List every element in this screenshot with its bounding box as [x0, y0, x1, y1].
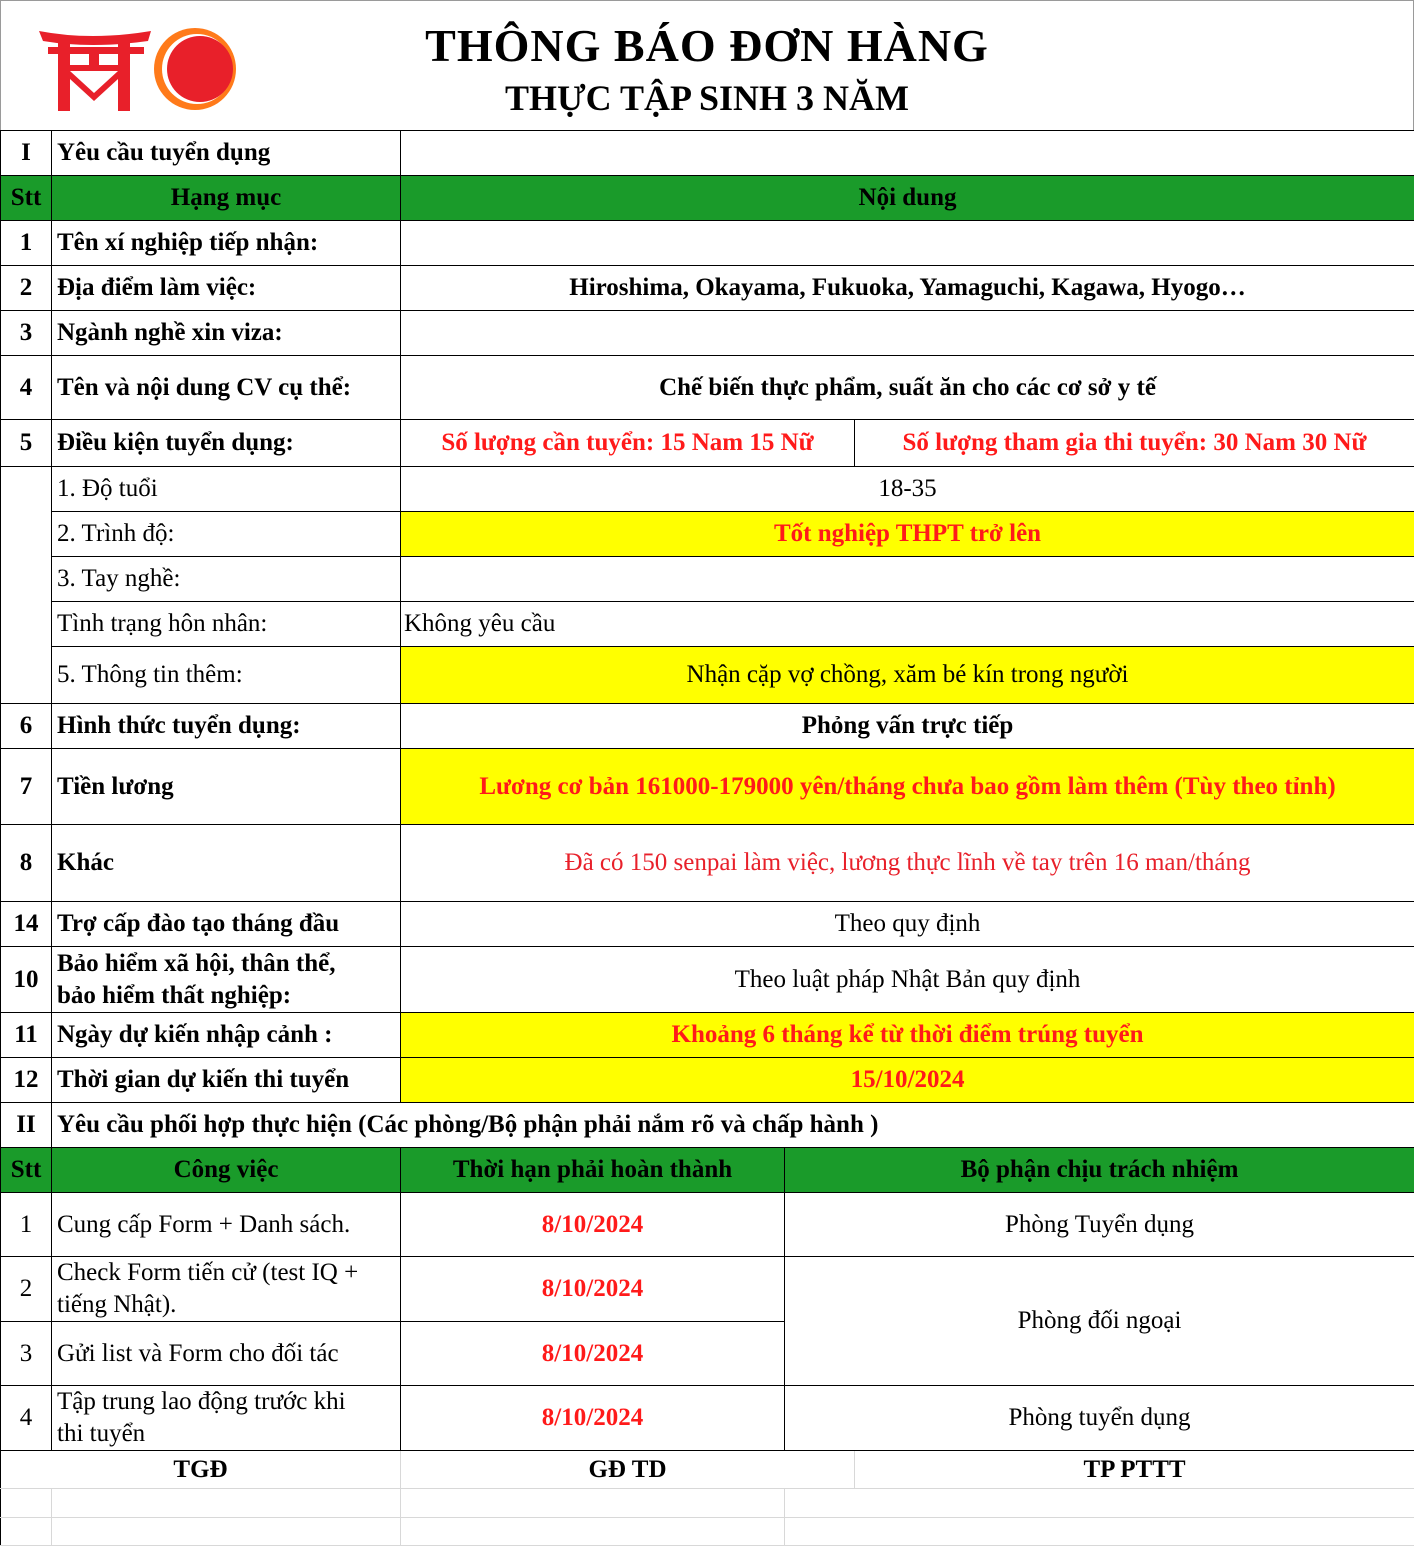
sheet-header — [0, 0, 1414, 130]
salary-value: Lương cơ bản 161000-179000 yên/tháng chưa bao gồm làm thêm (Tùy theo tỉnh) — [401, 749, 1414, 825]
task-row: 2 Check Form tiến cử (test IQ + tiếng Nhật). 8/10/2024 Phòng đối ngoại — [1, 1257, 1414, 1322]
sub-row: 5. Thông tin thêm: Nhận cặp vợ chồng, xăm bé kín trong người — [1, 647, 1414, 704]
table-row: 4 Tên và nội dung CV cụ thể: Chế biến thực phẩm, suất ăn cho các cơ sở y tế — [1, 356, 1414, 420]
table-row: 2 Địa điểm làm việc: Hiroshima, Okayama, Fukuoka, Yamaguchi, Kagawa, Hyogo… — [1, 266, 1414, 311]
table-row: 8 Khác Đã có 150 senpai làm việc, lương thực lĩnh về tay trên 16 man/tháng — [1, 825, 1414, 902]
section-2-row: II Yêu cầu phối hợp thực hiện (Các phòng/Bộ phận phải nắm rõ và chấp hành ) — [1, 1103, 1414, 1148]
table-row: 10 Bảo hiểm xã hội, thân thể, bảo hiểm thất nghiệp: Theo luật pháp Nhật Bản quy định — [1, 947, 1414, 1013]
sub-row: Tình trạng hôn nhân: Không yêu cầu — [1, 602, 1414, 647]
quota-exam: Số lượng tham gia thi tuyển: 30 Nam 30 Nữ — [855, 420, 1414, 467]
signature-gd-td: GĐ TD — [401, 1451, 855, 1489]
task-row: 4 Tập trung lao động trước khi thi tuyển 8/10/2024 Phòng tuyển dụng — [1, 1386, 1414, 1451]
signature-tp-pttt: TP PTTT — [855, 1451, 1414, 1489]
table-header — [1, 176, 1414, 221]
exam-date: 15/10/2024 — [401, 1058, 1414, 1103]
table-row: 6 Hình thức tuyển dụng: Phỏng vấn trực tiếp — [1, 704, 1414, 749]
table-header: Stt Công việc Thời hạn phải hoàn thành Bộ phận chịu trách nhiệm — [1, 1148, 1414, 1193]
signature-tgd: TGĐ — [1, 1451, 401, 1489]
task-row: 1 Cung cấp Form + Danh sách. 8/10/2024 Phòng Tuyển dụng — [1, 1193, 1414, 1257]
table-row: 1 Tên xí nghiệp tiếp nhận: — [1, 221, 1414, 266]
header-stt: Stt — [1, 176, 52, 221]
header-category: Hạng mục — [52, 176, 401, 221]
recruitment-table — [0, 130, 1414, 1546]
signature-row — [1, 1451, 1414, 1489]
section-title: Yêu cầu phối hợp thực hiện (Các phòng/Bộ phận phải nắm rõ và chấp hành ) — [52, 1103, 1414, 1148]
table-row: 7 Tiền lương Lương cơ bản 161000-179000 yên/tháng chưa bao gồm làm thêm (Tùy theo tỉnh) — [1, 749, 1414, 825]
quota-needed: Số lượng cần tuyển: 15 Nam 15 Nữ — [401, 420, 855, 467]
page-subtitle: THỰC TẬP SINH 3 NĂM — [504, 78, 910, 118]
section-index: I — [1, 131, 52, 176]
page-title: THÔNG BÁO ĐƠN HÀNG — [425, 20, 989, 71]
sub-row: 3. Tay nghề: — [1, 557, 1414, 602]
section-1-row — [1, 131, 1414, 176]
table-row: 12 Thời gian dự kiến thi tuyển 15/10/2024 — [1, 1058, 1414, 1103]
sub-row: 2. Trình độ: Tốt nghiệp THPT trở lên — [1, 512, 1414, 557]
table-row: 3 Ngành nghề xin viza: — [1, 311, 1414, 356]
task-row: 3 Gửi list và Form cho đối tác 8/10/2024 — [1, 1322, 1414, 1386]
section-title: Yêu cầu tuyển dụng — [52, 131, 401, 176]
header-content: Nội dung — [401, 176, 1414, 221]
table-row: 5 Điều kiện tuyển dụng: Số lượng cần tuyển: 15 Nam 15 Nữ Số lượng tham gia thi tuyển: 30 Nam 30 Nữ — [1, 420, 1414, 467]
table-row: 14 Trợ cấp đào tạo tháng đầu Theo quy định — [1, 902, 1414, 947]
sub-row: 1. Độ tuổi 18-35 — [1, 467, 1414, 512]
table-row: 11 Ngày dự kiến nhập cảnh : Khoảng 6 tháng kể từ thời điểm trúng tuyển — [1, 1013, 1414, 1058]
